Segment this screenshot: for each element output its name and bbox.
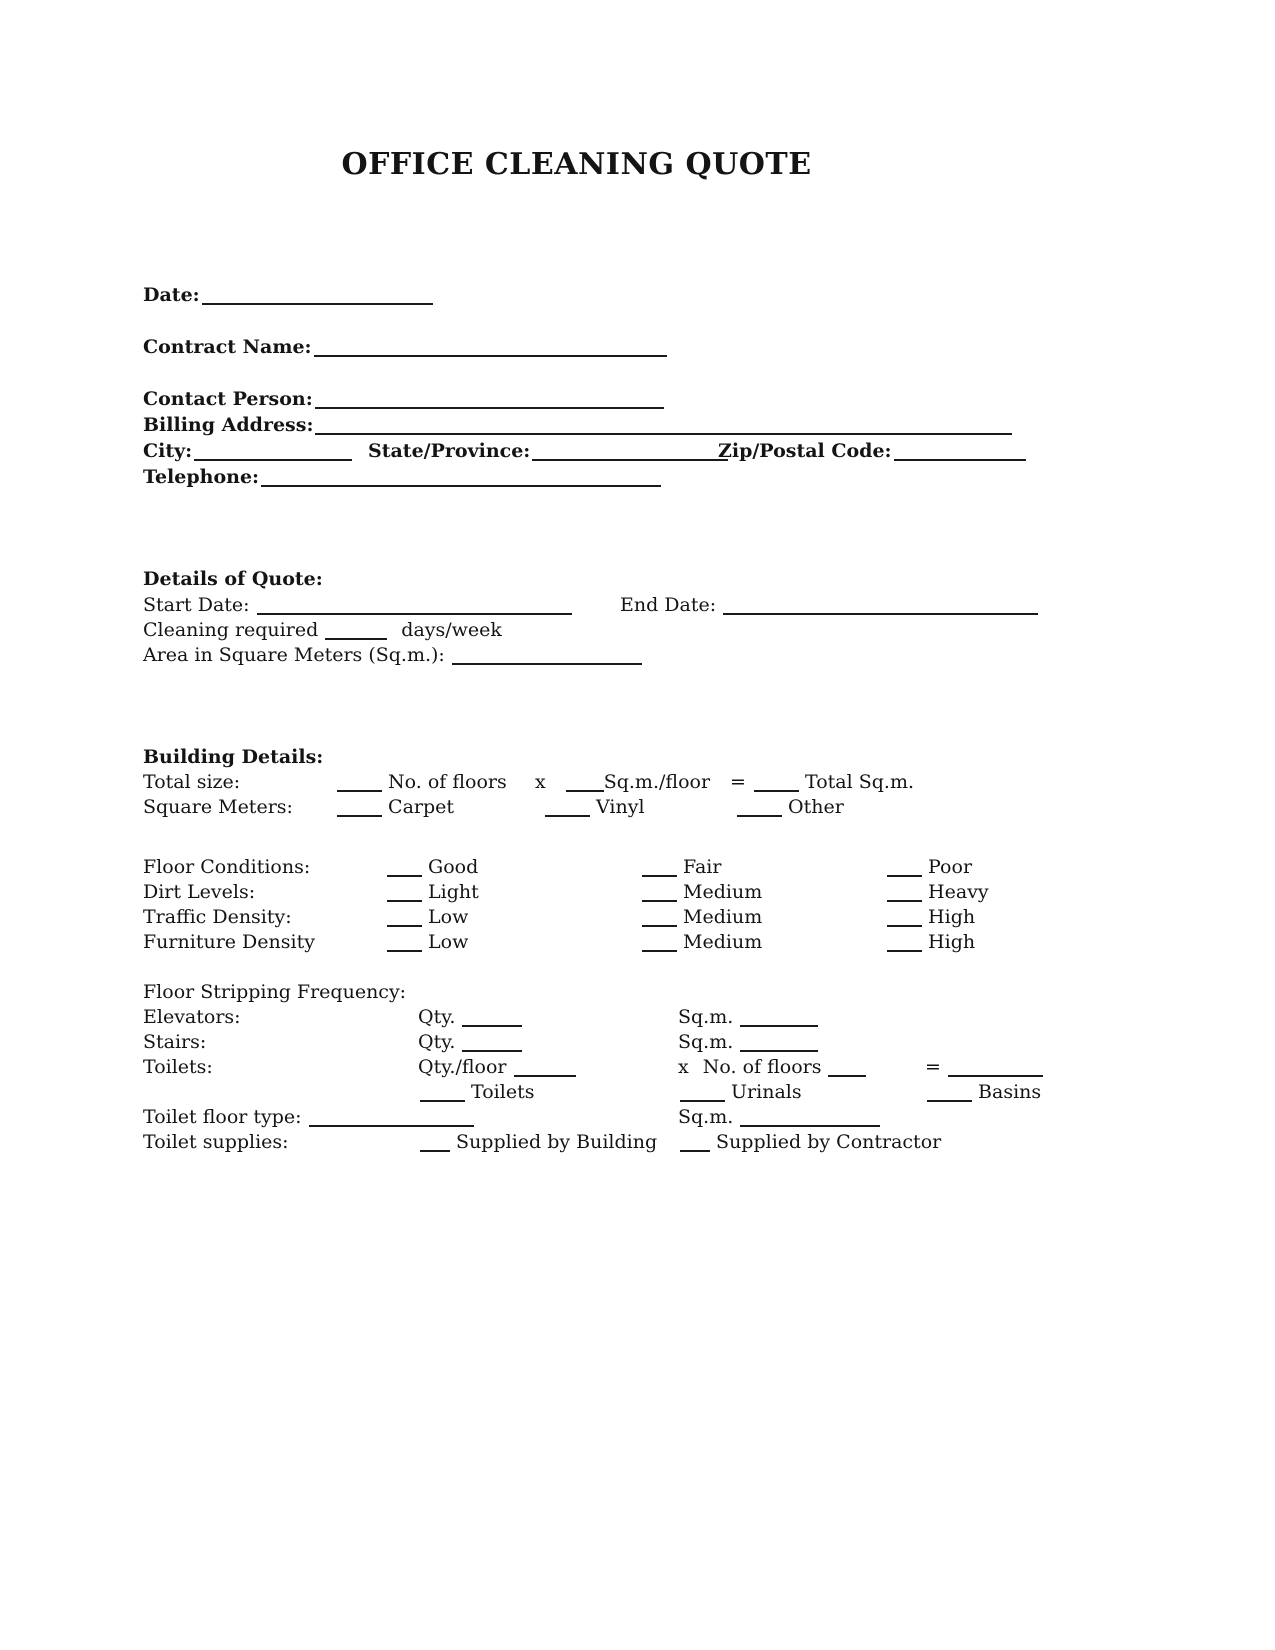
square-meters-label: Square Meters:	[143, 796, 293, 818]
details-of-quote-heading: Details of Quote:	[143, 568, 323, 590]
vinyl-blank	[545, 810, 590, 817]
poor-blank	[887, 870, 922, 877]
traffic-density-label: Traffic Density:	[143, 906, 292, 928]
total-size-row	[143, 770, 1023, 794]
carpet-blank	[337, 810, 382, 817]
supplied-by-contractor-label: Supplied by Contractor	[716, 1131, 942, 1153]
stairs-label: Stairs:	[143, 1031, 207, 1053]
urinals-opt-label: Urinals	[731, 1081, 802, 1103]
square-meters-row	[143, 795, 1023, 819]
billing-address-row	[143, 413, 1023, 437]
contact-person-label: Contact Person:	[143, 388, 313, 410]
toilet-floor-type-blank	[309, 1120, 474, 1127]
stairs-sqm-blank	[740, 1045, 818, 1052]
toilets-no-of-floors-label: No. of floors	[702, 1056, 822, 1078]
area-blank	[452, 658, 642, 665]
elevators-sqm-blank	[740, 1020, 818, 1027]
multiply-sign: x	[535, 771, 546, 793]
stairs-qty-blank	[462, 1045, 522, 1052]
sqm-per-floor-label: Sq.m./floor	[603, 771, 711, 793]
supplied-by-contractor-blank	[680, 1145, 710, 1152]
furniture-high-label: High	[928, 931, 976, 953]
date-blank	[202, 298, 433, 305]
equals-sign: =	[730, 771, 746, 793]
cleaning-required-row	[143, 618, 1023, 642]
state-province-label: State/Province:	[368, 440, 531, 462]
date-row	[143, 283, 1023, 307]
vinyl-label: Vinyl	[596, 796, 645, 818]
dirt-levels-row	[143, 880, 1023, 904]
elevators-row	[143, 1005, 1023, 1029]
furniture-high-blank	[887, 945, 922, 952]
elevators-sqm-label: Sq.m.	[678, 1006, 734, 1028]
contract-name-row	[143, 335, 1023, 359]
start-end-date-row	[143, 593, 1023, 617]
building-details-heading: Building Details:	[143, 746, 324, 768]
toilets-multiply-sign: x	[678, 1056, 689, 1078]
traffic-medium-label: Medium	[683, 906, 763, 928]
no-of-floors-blank	[337, 785, 382, 792]
furniture-density-label: Furniture Density	[143, 931, 315, 953]
stairs-row	[143, 1030, 1023, 1054]
basins-count-blank	[927, 1095, 972, 1102]
telephone-row	[143, 465, 1023, 489]
urinals-count-blank	[680, 1095, 725, 1102]
zip-postal-code-blank	[894, 454, 1026, 461]
start-date-blank	[257, 608, 572, 615]
total-sqm-label: Total Sq.m.	[805, 771, 915, 793]
furniture-low-blank	[387, 945, 422, 952]
traffic-high-blank	[887, 920, 922, 927]
supplied-by-building-label: Supplied by Building	[456, 1131, 658, 1153]
dirt-levels-label: Dirt Levels:	[143, 881, 256, 903]
carpet-label: Carpet	[388, 796, 455, 818]
qty-per-floor-blank	[514, 1070, 576, 1077]
contact-person-blank	[315, 402, 664, 409]
toilets-no-of-floors-blank	[828, 1070, 866, 1077]
floor-conditions-label: Floor Conditions:	[143, 856, 311, 878]
elevators-qty-blank	[462, 1020, 522, 1027]
floor-stripping-heading: Floor Stripping Frequency:	[143, 981, 407, 1003]
basins-opt-label: Basins	[978, 1081, 1042, 1103]
no-of-floors-label: No. of floors	[388, 771, 507, 793]
total-sqm-blank	[754, 785, 799, 792]
furniture-medium-label: Medium	[683, 931, 763, 953]
medium-dirt-blank	[642, 895, 677, 902]
traffic-density-row	[143, 905, 1023, 929]
toilet-floor-type-row	[143, 1105, 1023, 1129]
date-label: Date:	[143, 284, 200, 306]
end-date-label: End Date:	[620, 594, 717, 616]
contract-name-blank	[314, 350, 667, 357]
traffic-medium-blank	[642, 920, 677, 927]
days-per-week-label: days/week	[401, 619, 502, 641]
supplied-by-building-blank	[420, 1145, 450, 1152]
toilet-supplies-row	[143, 1130, 1023, 1154]
start-date-label: Start Date:	[143, 594, 250, 616]
billing-address-label: Billing Address:	[143, 414, 314, 436]
toilet-floor-sqm-label: Sq.m.	[678, 1106, 734, 1128]
toilets-count-blank	[420, 1095, 465, 1102]
stairs-qty-label: Qty.	[418, 1031, 456, 1053]
elevators-label: Elevators:	[143, 1006, 241, 1028]
toilets-row	[143, 1055, 1023, 1079]
page-title: OFFICE CLEANING QUOTE	[341, 147, 812, 182]
elevators-qty-label: Qty.	[418, 1006, 456, 1028]
contact-person-row	[143, 387, 1023, 411]
total-size-label: Total size:	[143, 771, 241, 793]
telephone-label: Telephone:	[143, 466, 260, 488]
qty-per-floor-label: Qty./floor	[418, 1056, 507, 1078]
furniture-density-row	[143, 930, 1023, 954]
fair-label: Fair	[683, 856, 722, 878]
fair-blank	[642, 870, 677, 877]
light-label: Light	[428, 881, 479, 903]
zip-postal-code-label: Zip/Postal Code:	[718, 440, 892, 462]
traffic-low-blank	[387, 920, 422, 927]
floor-conditions-row	[143, 855, 1023, 879]
telephone-blank	[261, 480, 661, 487]
good-label: Good	[428, 856, 479, 878]
days-per-week-blank	[325, 633, 387, 640]
toilet-floor-sqm-blank	[740, 1120, 880, 1127]
furniture-low-label: Low	[428, 931, 469, 953]
city-label: City:	[143, 440, 193, 462]
area-row	[143, 643, 1023, 667]
toilet-floor-type-label: Toilet floor type:	[143, 1106, 302, 1128]
other-label: Other	[788, 796, 844, 818]
traffic-high-label: High	[928, 906, 976, 928]
sqm-per-floor-blank	[566, 785, 604, 792]
toilets-opt-label: Toilets	[471, 1081, 535, 1103]
stairs-sqm-label: Sq.m.	[678, 1031, 734, 1053]
toilet-supplies-label: Toilet supplies:	[143, 1131, 289, 1153]
city-blank	[194, 454, 352, 461]
poor-label: Poor	[928, 856, 973, 878]
good-blank	[387, 870, 422, 877]
heavy-label: Heavy	[928, 881, 989, 903]
heavy-blank	[887, 895, 922, 902]
traffic-low-label: Low	[428, 906, 469, 928]
state-province-blank	[532, 454, 728, 461]
furniture-medium-blank	[642, 945, 677, 952]
city-state-zip-row	[143, 439, 1023, 463]
area-label: Area in Square Meters (Sq.m.):	[143, 644, 445, 666]
toilets-total-blank	[948, 1070, 1043, 1077]
end-date-blank	[723, 608, 1038, 615]
toilets-equals-sign: =	[925, 1056, 941, 1078]
light-blank	[387, 895, 422, 902]
other-blank	[737, 810, 782, 817]
contract-name-label: Contract Name:	[143, 336, 312, 358]
toilets-label: Toilets:	[143, 1056, 213, 1078]
billing-address-blank	[315, 428, 1012, 435]
cleaning-required-label: Cleaning required	[143, 619, 319, 641]
medium-dirt-label: Medium	[683, 881, 763, 903]
